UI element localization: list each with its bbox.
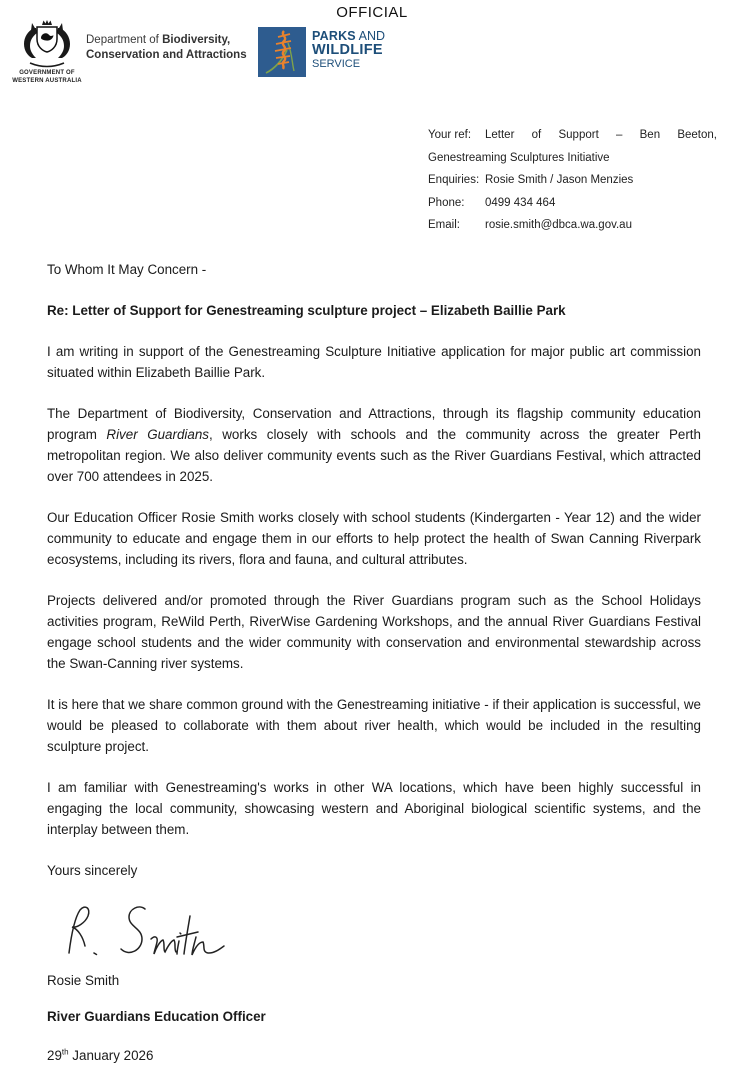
wa-government-crest bbox=[12, 17, 82, 85]
date-ordinal: th bbox=[61, 1047, 69, 1057]
banksia-flower-icon bbox=[258, 27, 306, 77]
paragraph-1: I am writing in support of the Genestreaming Sculpture Initiative application for major public art commission situated within Elizabeth Baillie Park. bbox=[47, 344, 701, 380]
letter-date bbox=[47, 1045, 701, 1066]
crest-caption-line2: WESTERN AUSTRALIA bbox=[12, 78, 82, 84]
service-word: SERVICE bbox=[312, 58, 361, 70]
date-day: 29 bbox=[47, 1048, 62, 1063]
paragraph-4: Projects delivered and/or promoted through the River Guardians program such as the School Holidays activities program, ReWild Perth, RiverWise Gardening Workshops, and the annual River Guardians Festival engage school students and the wider community with conservation and environmental stewardship across the Swan-Canning river systems. bbox=[47, 593, 701, 671]
paragraph-6: I am familiar with Genestreaming's works in other WA locations, which have been highly successful in engaging the local community, showcasing western and Aboriginal biological scientific systems, and the interplay between them. bbox=[47, 780, 701, 837]
paragraph-2-post: , works closely with schools and the community across the greater Perth metropolitan region. We also deliver community events such as the River Guardians Festival, which attracted over 700 attendees in 2025. bbox=[47, 427, 701, 484]
handwritten-signature bbox=[57, 901, 701, 963]
closing-valediction: Yours sincerely bbox=[47, 863, 138, 878]
department-name-bold-1: Biodiversity, bbox=[162, 34, 231, 46]
department-name-bold-2: Conservation and Attractions bbox=[86, 48, 247, 61]
official-classification-marking: OFFICIAL bbox=[336, 4, 408, 21]
paragraph-2 bbox=[47, 403, 701, 487]
enquiries-label: Enquiries: bbox=[428, 174, 480, 186]
parks-wildlife-wordmark bbox=[312, 27, 385, 71]
crest-caption-line1: GOVERNMENT OF bbox=[19, 70, 75, 76]
and-word: AND bbox=[355, 29, 386, 43]
your-ref-label: Your ref: bbox=[428, 129, 472, 141]
department-prefix: Department of bbox=[86, 34, 163, 46]
email-value: rosie.smith@dbca.wa.gov.au bbox=[485, 219, 632, 231]
signatory-title: River Guardians Education Officer bbox=[47, 1009, 266, 1024]
signature-icon bbox=[57, 901, 227, 963]
your-ref-value-line2: Genestreaming Sculptures Initiative bbox=[428, 151, 610, 164]
enquiries-value: Rosie Smith / Jason Menzies bbox=[485, 174, 634, 186]
parks-word: PARKS bbox=[312, 29, 356, 43]
department-name bbox=[86, 33, 247, 62]
phone-value: 0499 434 464 bbox=[485, 196, 556, 209]
signatory-name: Rosie Smith bbox=[47, 973, 120, 988]
paragraph-3: Our Education Officer Rosie Smith works closely with school students (Kindergarten - Year 12) and the wider community to educate and engage them in our efforts to help protect the health of Swan Canning Riverpark ecosystems, including its rivers, flora and fauna, and cultural attributes. bbox=[47, 510, 701, 567]
date-rest: January 2026 bbox=[68, 1048, 154, 1063]
your-ref-value-line1: Letter of Support – Ben Beeton, bbox=[485, 129, 717, 141]
letter-body bbox=[47, 259, 701, 1086]
paragraph-2-pre: The Department of Biodiversity, Conservation and Attractions, through its flagship community education program bbox=[47, 406, 701, 442]
subject-line: Re: Letter of Support for Genestreaming sculpture project – Elizabeth Baillie Park bbox=[47, 303, 566, 318]
wildlife-word: WILDLIFE bbox=[312, 42, 383, 58]
email-label: Email: bbox=[428, 219, 460, 231]
phone-label: Phone: bbox=[428, 196, 465, 209]
coat-of-arms-icon bbox=[14, 17, 80, 69]
parks-wildlife-logo bbox=[258, 27, 385, 77]
salutation: To Whom It May Concern - bbox=[47, 262, 207, 277]
paragraph-5: It is here that we share common ground with the Genestreaming initiative - if their application is successful, we would be pleased to collaborate with them about river health, which would be included in the resulting sculpture project. bbox=[47, 697, 701, 754]
river-guardians-italic: River Guardians bbox=[106, 427, 209, 442]
reference-block bbox=[428, 124, 723, 237]
